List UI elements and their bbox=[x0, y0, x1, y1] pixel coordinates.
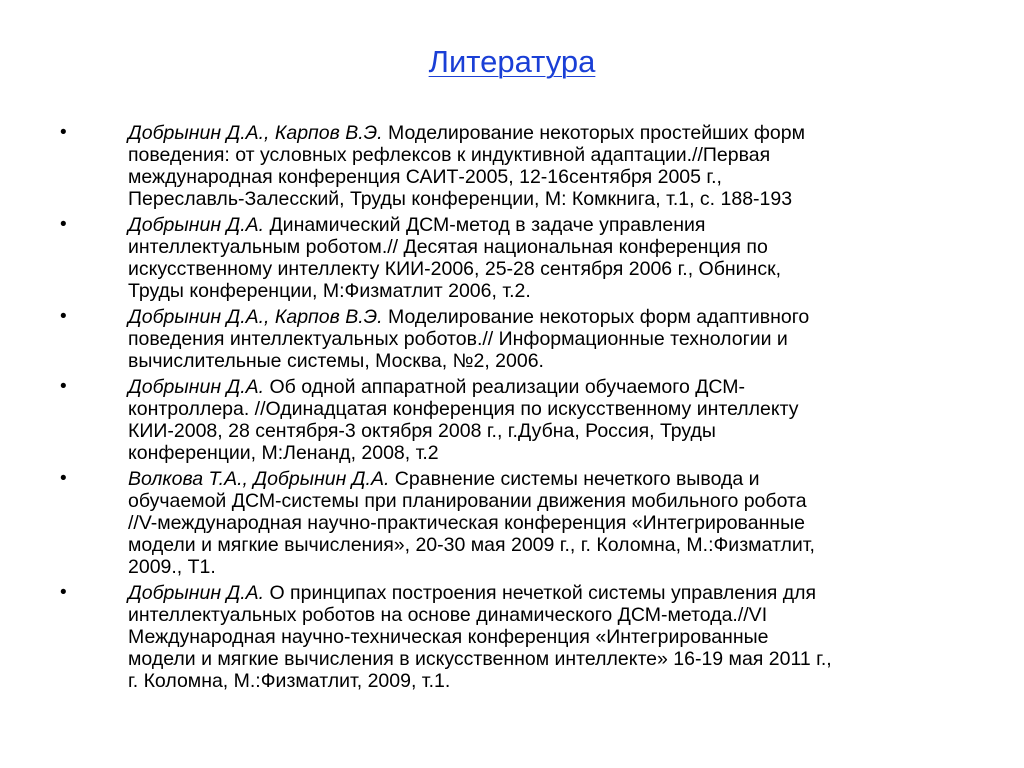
reference-item bbox=[0, 214, 1024, 302]
bullet-icon: • bbox=[60, 122, 67, 143]
reference-item bbox=[0, 468, 1024, 578]
reference-authors: Добрынин Д.А., Карпов В.Э. bbox=[128, 122, 383, 144]
reference-body: Сравнение системы нечеткого вывода и обучаемой ДСМ-системы при планировании движения мобильного робота //V-международная научно-практическая конференция «Интегрированные модели и мягкие вычисления», 20-30 мая 2009 г., г. Коломна, М.:Физматлит, 2009., Т1. bbox=[128, 468, 815, 578]
bullet-icon: • bbox=[60, 306, 67, 327]
reference-item bbox=[0, 376, 1024, 464]
reference-body: Динамический ДСМ-метод в задаче управления интеллектуальным роботом.// Десятая национальная конференция по искусственному интеллекту КИИ-2006, 25-28 сентября 2006 г., Обнинск, Труды конференции, М:Физматлит 2006, т.2. bbox=[128, 214, 782, 302]
reference-item bbox=[0, 306, 1024, 372]
bullet-icon: • bbox=[60, 214, 67, 235]
page-title[interactable]: Литература bbox=[428, 44, 596, 79]
reference-authors: Добрынин Д.А., Карпов В.Э. bbox=[128, 306, 383, 328]
bullet-icon: • bbox=[60, 376, 67, 397]
reference-body: Об одной аппаратной реализации обучаемого ДСМ- контроллера. //Одинадцатая конференция по искусственному интеллекту КИИ-2008, 28 сентября-3 октября 2008 г., г.Дубна, Россия, Труды конференции, М:Ленанд, 2008, т.2 bbox=[128, 376, 799, 464]
reference-authors: Добрынин Д.А. bbox=[128, 582, 265, 604]
reference-list bbox=[0, 122, 1024, 696]
reference-body: О принципах построения нечеткой системы управления для интеллектуальных роботов на основе динамического ДСМ-метода.//VI Международная научно-техническая конференция «Интегрированные модели и мягкие вычисления в искусственном интеллекте» 16-19 мая 2011 г., г. Коломна, М.:Физматлит, 2009, т.1. bbox=[128, 582, 832, 692]
reference-body: Моделирование некоторых простейших форм поведения: от условных рефлексов к индуктивной адаптации.//Первая международная конференция САИТ-2005, 12-16сентября 2005 г., Переславль-Залесский, Труды конференции, М: Комкнига, т.1, с. 188-193 bbox=[128, 122, 806, 210]
reference-body: Моделирование некоторых форм адаптивного поведения интеллектуальных роботов.// Информационные технологии и вычислительные системы, Москва, №2, 2006. bbox=[128, 306, 810, 372]
reference-item bbox=[0, 122, 1024, 210]
reference-item bbox=[0, 582, 1024, 692]
reference-authors: Волкова Т.А., Добрынин Д.А. bbox=[128, 468, 390, 490]
bullet-icon: • bbox=[60, 468, 67, 489]
reference-authors: Добрынин Д.А. bbox=[128, 376, 265, 398]
reference-authors: Добрынин Д.А. bbox=[128, 214, 265, 236]
bullet-icon: • bbox=[60, 582, 67, 603]
